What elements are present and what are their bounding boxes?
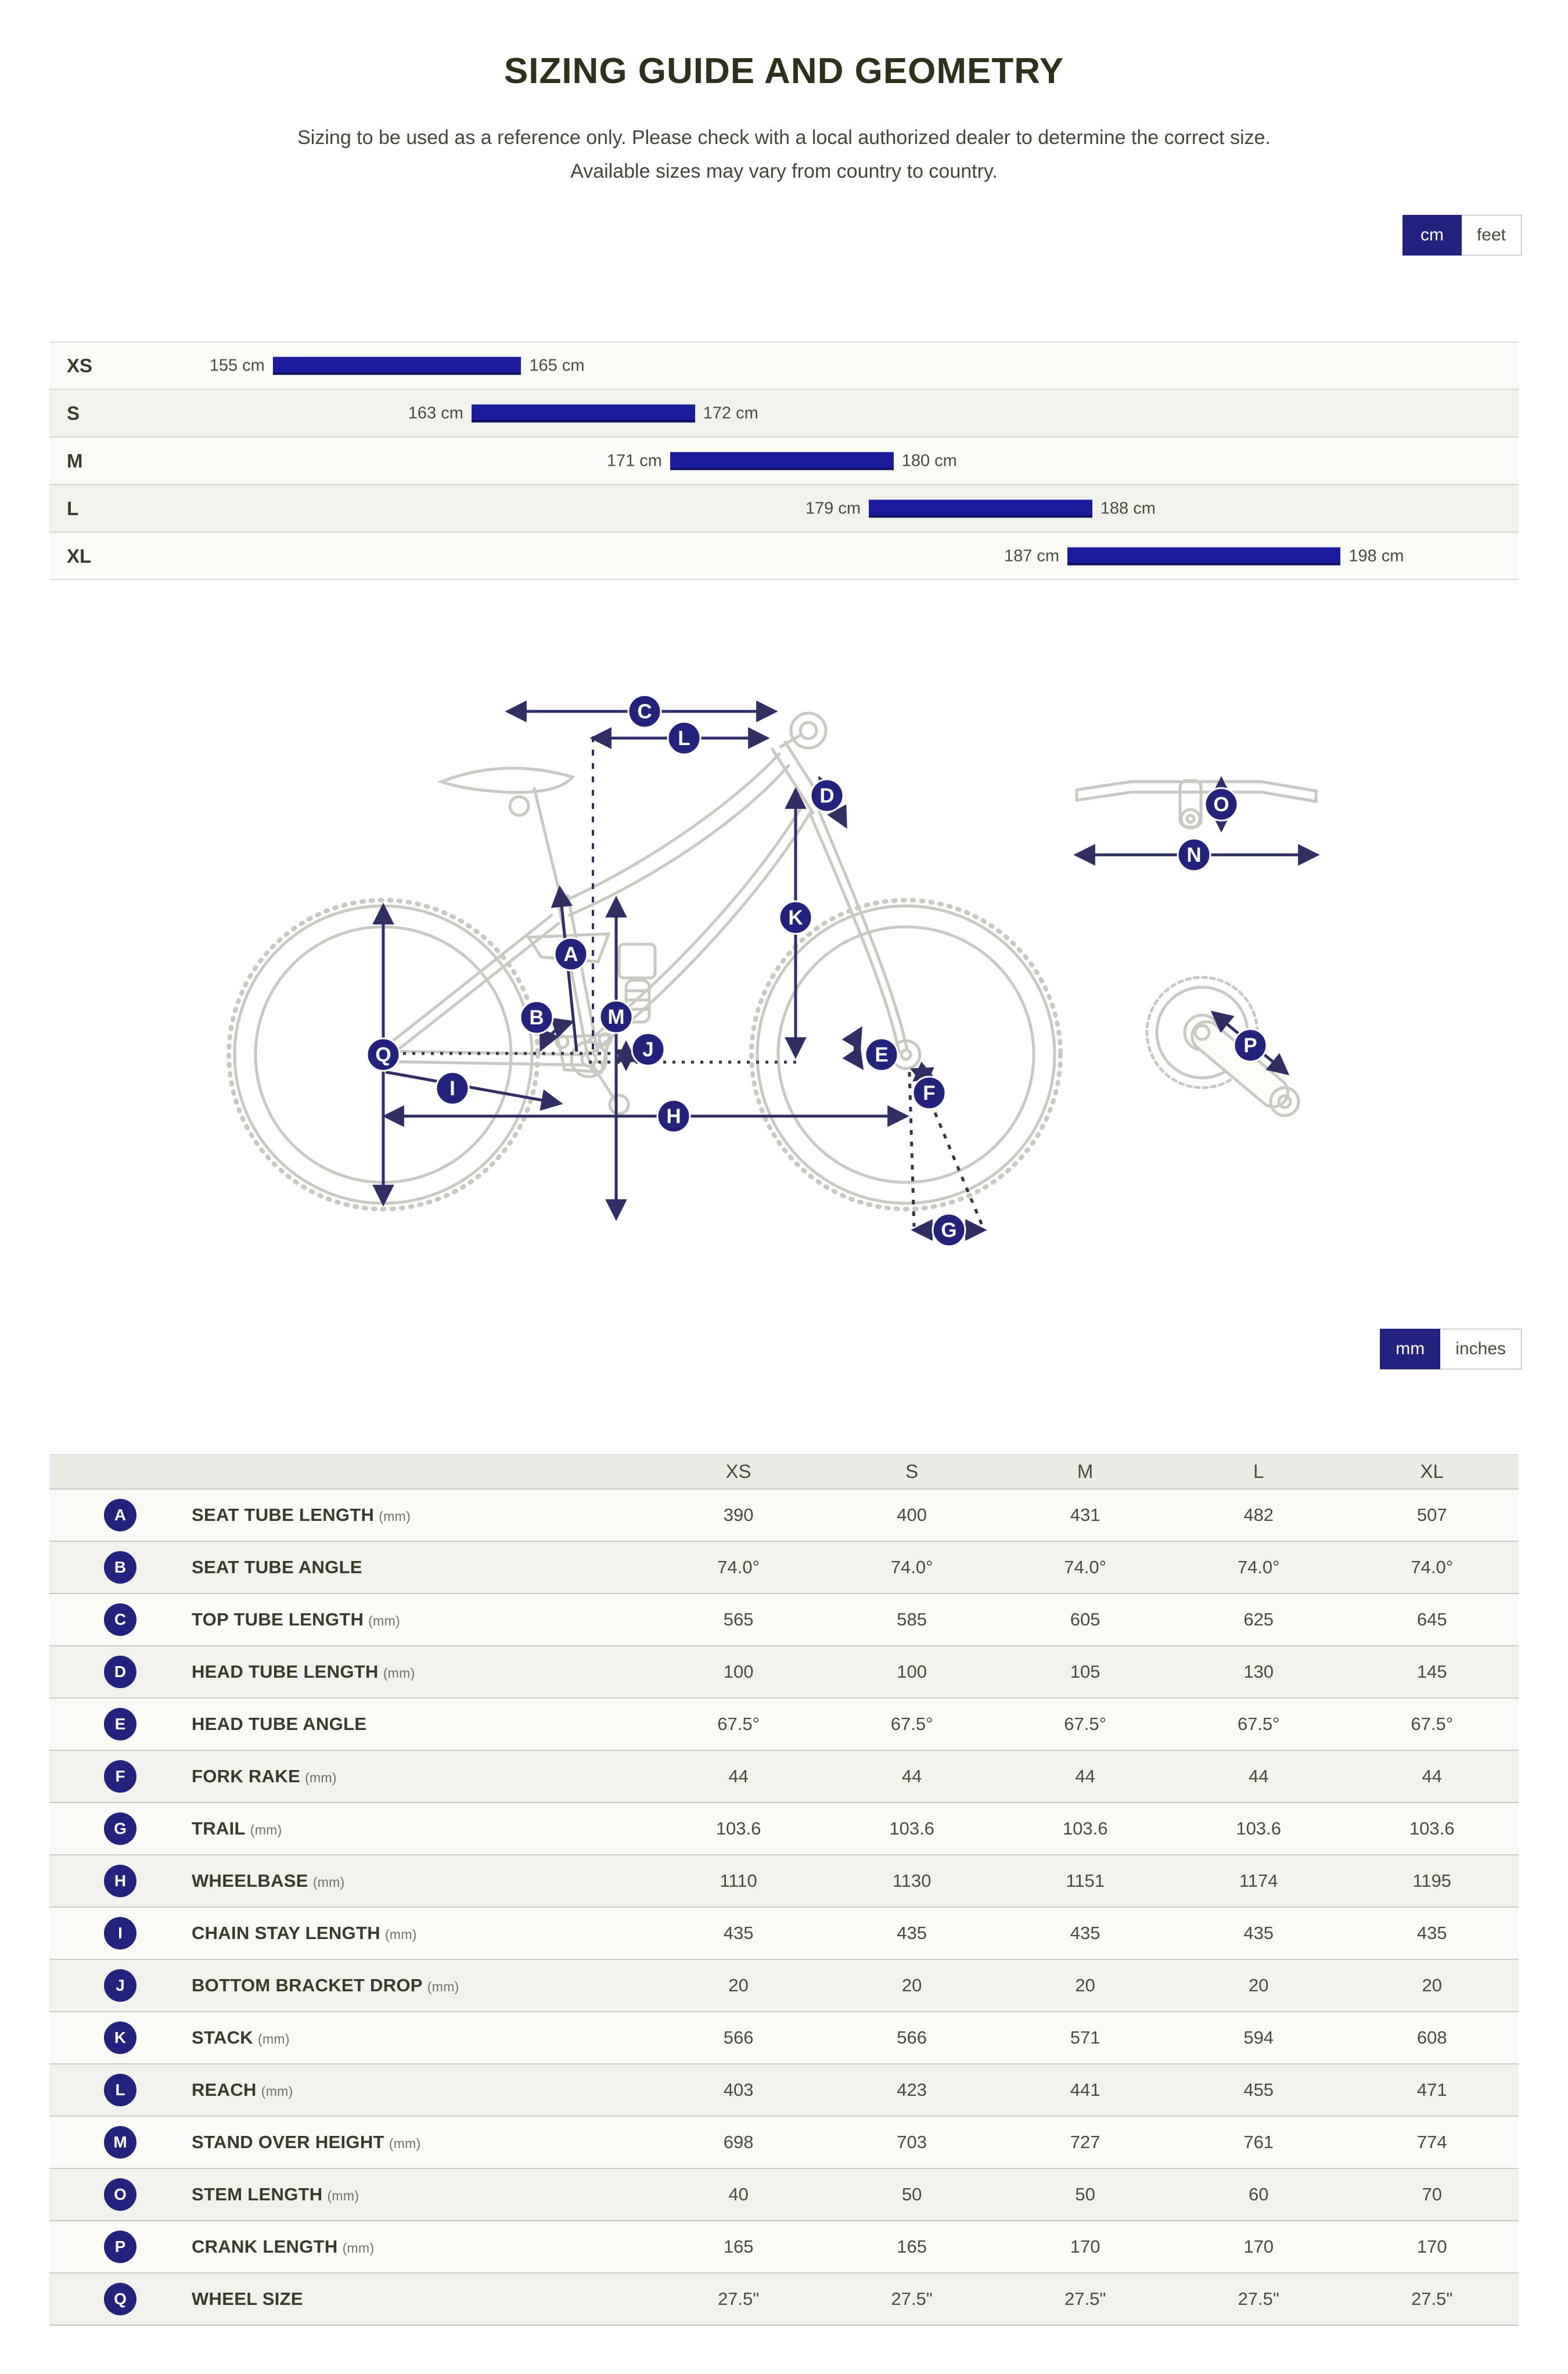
- row-unit: (mm): [261, 2084, 293, 2099]
- row-label: [192, 1975, 652, 1996]
- value-P-XL: 170: [1416, 2236, 1447, 2257]
- row-label-text: HEAD TUBE LENGTH: [192, 1661, 379, 1682]
- value-H-L: 1174: [1239, 1871, 1278, 1891]
- value-H-XS: 1110: [720, 1871, 757, 1891]
- row-label-text: TRAIL: [192, 1818, 246, 1839]
- value-D-M: 105: [1070, 1661, 1101, 1682]
- row-label: [192, 1871, 652, 1891]
- value-F-XS: 44: [728, 1766, 749, 1786]
- row-unit: (mm): [327, 2188, 359, 2203]
- value-A-L: 482: [1243, 1505, 1274, 1525]
- row-label: [192, 1714, 652, 1735]
- unit-toggle-mm[interactable]: mm: [1380, 1329, 1440, 1369]
- geometry-table-body: [49, 1488, 1519, 2325]
- row-badge-col: [49, 1865, 192, 1897]
- handlebar-icon: [1077, 780, 1316, 828]
- row-badge-col: [49, 1917, 192, 1949]
- value-O-L: 60: [1248, 2184, 1269, 2204]
- row-badge-C: C: [104, 1603, 136, 1636]
- value-O-M: 50: [1075, 2184, 1095, 2204]
- table-row-F: [49, 1750, 1519, 1802]
- row-unit: (mm): [312, 1875, 345, 1890]
- value-K-XS: 566: [723, 2027, 754, 2048]
- diagram-marker-P: [1234, 1029, 1267, 1062]
- table-row-P: [49, 2220, 1519, 2272]
- front-wheel-icon: [751, 900, 1060, 1209]
- value-P-M: 170: [1070, 2236, 1101, 2257]
- diagram-marker-I: [436, 1072, 469, 1105]
- svg-text:K: K: [788, 907, 803, 929]
- row-label: [192, 2236, 652, 2257]
- min-height-label: 155 cm: [209, 356, 265, 375]
- value-E-S: 67.5°: [890, 1714, 933, 1734]
- value-J-XL: 20: [1422, 1975, 1442, 1995]
- diagram-marker-K: [779, 901, 812, 934]
- row-badge-G: G: [104, 1812, 136, 1845]
- geometry-table-header: [49, 1454, 1519, 1488]
- value-K-XL: 608: [1416, 2027, 1447, 2048]
- diagram-marker-E: [865, 1038, 898, 1071]
- row-label-text: WHEEL SIZE: [192, 2289, 303, 2309]
- value-A-S: 400: [897, 1505, 927, 1525]
- column-header-XL: XL: [1420, 1461, 1444, 1482]
- value-D-S: 100: [897, 1661, 927, 1682]
- value-B-XS: 74.0°: [717, 1557, 760, 1577]
- diagram-marker-O: [1205, 788, 1238, 821]
- value-B-S: 74.0°: [890, 1557, 933, 1577]
- row-unit: (mm): [250, 1822, 282, 1837]
- row-label: [192, 1557, 652, 1578]
- row-label: [192, 1661, 652, 1682]
- row-badge-I: I: [104, 1917, 136, 1949]
- row-badge-col: [49, 2231, 192, 2263]
- diagram-marker-M: [600, 1001, 632, 1033]
- diagram-marker-L: [668, 722, 700, 754]
- size-label: M: [67, 449, 83, 472]
- row-badge-O: O: [104, 2178, 136, 2211]
- table-row-C: [49, 1593, 1519, 1645]
- value-M-L: 761: [1243, 2132, 1274, 2152]
- value-G-XL: 103.6: [1409, 1818, 1455, 1839]
- size-row-XS: [49, 343, 1519, 389]
- value-H-S: 1130: [892, 1871, 932, 1891]
- value-I-L: 435: [1243, 1923, 1274, 1943]
- table-row-H: [49, 1854, 1519, 1907]
- row-label: [192, 1923, 652, 1944]
- size-label: XS: [67, 354, 93, 376]
- column-header-M: M: [1077, 1461, 1094, 1482]
- value-O-S: 50: [901, 2184, 922, 2204]
- table-row-B: [49, 1541, 1519, 1593]
- value-G-L: 103.6: [1236, 1818, 1281, 1839]
- row-badge-col: [49, 1551, 192, 1584]
- row-unit: (mm): [389, 2136, 421, 2151]
- row-badge-J: J: [104, 1969, 136, 2002]
- row-badge-col: [49, 1969, 192, 2002]
- value-F-M: 44: [1075, 1766, 1095, 1786]
- row-label-text: SEAT TUBE LENGTH: [192, 1505, 375, 1525]
- row-label-text: WHEELBASE: [192, 1871, 308, 1891]
- value-M-XL: 774: [1416, 2132, 1447, 2152]
- size-row-S: [49, 389, 1519, 436]
- svg-text:I: I: [449, 1077, 455, 1100]
- height-range-bar: [273, 357, 522, 375]
- geometry-unit-toggle: [0, 1329, 1522, 1369]
- diagram-marker-H: [657, 1100, 690, 1132]
- row-label: [192, 1766, 652, 1787]
- size-row-XL: [49, 531, 1519, 579]
- size-label: XL: [67, 545, 92, 567]
- svg-text:N: N: [1186, 844, 1202, 866]
- row-badge-col: [49, 2022, 192, 2054]
- row-badge-H: H: [104, 1865, 136, 1897]
- svg-text:L: L: [678, 727, 691, 750]
- crankset-icon: [1147, 977, 1299, 1116]
- row-badge-col: [49, 2178, 192, 2211]
- svg-text:E: E: [875, 1044, 889, 1066]
- height-range-bar: [472, 404, 695, 422]
- value-J-S: 20: [901, 1975, 922, 1995]
- min-height-label: 187 cm: [1004, 546, 1060, 565]
- table-row-D: [49, 1645, 1519, 1697]
- row-unit: (mm): [383, 1666, 415, 1681]
- table-row-Q: [49, 2272, 1519, 2325]
- height-unit-toggle: [0, 215, 1522, 256]
- value-C-XL: 645: [1416, 1609, 1447, 1630]
- value-C-L: 625: [1243, 1609, 1274, 1630]
- value-H-M: 1151: [1066, 1871, 1105, 1891]
- value-O-XS: 40: [728, 2184, 749, 2204]
- value-C-S: 585: [897, 1609, 927, 1630]
- size-label: L: [67, 497, 79, 519]
- row-badge-B: B: [104, 1551, 136, 1584]
- height-range-track: [49, 485, 1519, 531]
- value-M-XS: 698: [723, 2132, 754, 2152]
- value-O-XL: 70: [1422, 2184, 1442, 2204]
- value-F-XL: 44: [1422, 1766, 1442, 1786]
- row-badge-col: [49, 2283, 192, 2315]
- row-badge-Q: Q: [104, 2283, 136, 2315]
- row-badge-M: M: [104, 2126, 136, 2159]
- table-row-K: [49, 2011, 1519, 2063]
- diagram-marker-G: [933, 1214, 965, 1246]
- row-badge-col: [49, 2074, 192, 2106]
- table-row-A: [49, 1488, 1519, 1541]
- svg-text:B: B: [529, 1006, 544, 1029]
- height-range-track: [49, 343, 1519, 389]
- subtitle-line-2: Available sizes may vary from country to country.: [570, 160, 998, 182]
- value-A-XL: 507: [1416, 1505, 1447, 1525]
- svg-text:A: A: [563, 943, 578, 966]
- row-unit: (mm): [379, 1509, 411, 1524]
- svg-text:F: F: [923, 1082, 936, 1105]
- row-badge-D: D: [104, 1656, 136, 1688]
- geometry-diagram: [151, 671, 1429, 1264]
- row-badge-col: [49, 1812, 192, 1845]
- diagram-marker-D: [811, 779, 843, 812]
- value-P-XS: 165: [723, 2236, 754, 2257]
- row-label-text: HEAD TUBE ANGLE: [192, 1714, 367, 1734]
- height-range-track: [49, 438, 1519, 484]
- svg-text:M: M: [607, 1006, 625, 1028]
- value-M-S: 703: [897, 2132, 927, 2152]
- svg-text:H: H: [666, 1105, 681, 1128]
- table-row-I: [49, 1907, 1519, 1959]
- arc-head-angle-E: [855, 1029, 862, 1067]
- value-Q-XS: 27.5": [717, 2289, 760, 2309]
- table-row-L: [49, 2063, 1519, 2116]
- value-J-M: 20: [1075, 1975, 1095, 1995]
- row-label: [192, 2132, 652, 2153]
- max-height-label: 198 cm: [1348, 546, 1404, 565]
- unit-toggle-feet[interactable]: feet: [1462, 215, 1522, 256]
- diagram-marker-F: [913, 1077, 945, 1109]
- value-Q-M: 27.5": [1064, 2289, 1106, 2309]
- row-label-text: CHAIN STAY LENGTH: [192, 1923, 380, 1943]
- bike-artwork: [229, 713, 1316, 1209]
- diagram-marker-A: [555, 938, 587, 970]
- row-badge-L: L: [104, 2074, 136, 2106]
- page-title: SIZING GUIDE AND GEOMETRY: [504, 51, 1064, 91]
- value-I-XS: 435: [723, 1923, 754, 1943]
- row-badge-col: [49, 2126, 192, 2159]
- row-label-text: TOP TUBE LENGTH: [192, 1609, 364, 1630]
- row-badge-col: [49, 1603, 192, 1636]
- table-row-J: [49, 1959, 1519, 2011]
- value-K-M: 571: [1070, 2027, 1101, 2048]
- value-K-S: 566: [897, 2027, 927, 2048]
- row-label: [192, 1609, 652, 1630]
- row-label-text: SEAT TUBE ANGLE: [192, 1557, 362, 1577]
- row-badge-E: E: [104, 1708, 136, 1740]
- value-C-XS: 565: [723, 1609, 754, 1630]
- row-badge-K: K: [104, 2022, 136, 2054]
- table-row-M: [49, 2116, 1519, 2168]
- geometry-table: [49, 1454, 1519, 2326]
- diagram-marker-J: [632, 1033, 664, 1066]
- dashed-steering-axis: [935, 1113, 983, 1226]
- value-G-S: 103.6: [889, 1818, 934, 1839]
- min-height-label: 171 cm: [606, 451, 662, 470]
- value-G-M: 103.6: [1062, 1818, 1108, 1839]
- size-chart: [49, 341, 1519, 580]
- row-label-text: STEM LENGTH: [192, 2184, 323, 2204]
- value-P-S: 165: [897, 2236, 927, 2257]
- row-label-text: BOTTOM BRACKET DROP: [192, 1975, 423, 1995]
- value-Q-XL: 27.5": [1411, 2289, 1453, 2309]
- row-badge-F: F: [104, 1760, 136, 1793]
- unit-toggle-cm[interactable]: cm: [1402, 215, 1462, 256]
- row-unit: (mm): [342, 2240, 375, 2256]
- subtitle-line-1: Sizing to be used as a reference only. Please check with a local authorized dealer to determine the correct size.: [297, 127, 1271, 149]
- table-row-E: [49, 1697, 1519, 1750]
- row-label: [192, 1505, 652, 1526]
- table-row-O: [49, 2168, 1519, 2220]
- column-header-XS: XS: [725, 1461, 751, 1482]
- height-range-track: [49, 533, 1519, 579]
- height-range-track: [49, 390, 1519, 436]
- min-height-label: 179 cm: [805, 499, 861, 517]
- diagram-marker-N: [1178, 839, 1210, 871]
- row-unit: (mm): [257, 2031, 290, 2046]
- value-I-S: 435: [897, 1923, 927, 1943]
- min-height-label: 163 cm: [408, 404, 463, 422]
- diagram-marker-C: [628, 695, 661, 728]
- subtitle: [0, 121, 1568, 188]
- svg-text:P: P: [1243, 1034, 1257, 1057]
- max-height-label: 180 cm: [901, 451, 957, 470]
- value-L-L: 455: [1243, 2080, 1274, 2100]
- value-B-M: 74.0°: [1064, 1557, 1107, 1577]
- table-row-G: [49, 1802, 1519, 1854]
- value-D-L: 130: [1243, 1661, 1274, 1682]
- value-Q-S: 27.5": [891, 2289, 933, 2309]
- value-H-XL: 1195: [1412, 1871, 1452, 1891]
- svg-text:C: C: [637, 700, 652, 723]
- value-Q-L: 27.5": [1238, 2289, 1279, 2309]
- svg-text:O: O: [1213, 793, 1229, 816]
- size-row-L: [49, 484, 1519, 531]
- measurement-arrows: [383, 711, 1317, 1230]
- row-label-text: STAND OVER HEIGHT: [192, 2132, 384, 2152]
- value-K-L: 594: [1243, 2027, 1274, 2048]
- height-range-bar: [1067, 547, 1340, 565]
- value-C-M: 605: [1070, 1609, 1101, 1630]
- row-badge-col: [49, 1708, 192, 1740]
- column-header-L: L: [1253, 1461, 1264, 1482]
- value-I-XL: 435: [1416, 1923, 1447, 1943]
- row-label: [192, 2027, 652, 2048]
- unit-toggle-inches[interactable]: inches: [1440, 1329, 1522, 1369]
- value-L-XL: 471: [1416, 2080, 1447, 2100]
- size-row-M: [49, 436, 1519, 484]
- svg-text:D: D: [819, 785, 835, 807]
- svg-text:G: G: [941, 1219, 957, 1242]
- svg-text:J: J: [642, 1038, 654, 1061]
- arrow-chainstay-I: [386, 1072, 560, 1103]
- height-range-bar: [869, 499, 1092, 517]
- value-L-S: 423: [897, 2080, 927, 2100]
- diagram-marker-Q: [367, 1038, 400, 1071]
- row-badge-col: [49, 1760, 192, 1793]
- value-G-XS: 103.6: [715, 1818, 761, 1839]
- row-label: [192, 1818, 652, 1839]
- value-M-M: 727: [1070, 2132, 1101, 2152]
- value-I-M: 435: [1070, 1923, 1101, 1943]
- value-F-L: 44: [1248, 1766, 1269, 1786]
- value-A-M: 431: [1070, 1505, 1101, 1525]
- value-L-M: 441: [1070, 2080, 1101, 2100]
- max-height-label: 188 cm: [1100, 499, 1156, 517]
- row-unit: (mm): [427, 1979, 459, 1994]
- value-D-XL: 145: [1416, 1661, 1447, 1682]
- height-range-bar: [670, 452, 894, 470]
- row-badge-P: P: [104, 2231, 136, 2263]
- row-label: [192, 2080, 652, 2100]
- value-E-XL: 67.5°: [1411, 1714, 1454, 1734]
- row-label-text: CRANK LENGTH: [192, 2236, 338, 2257]
- value-B-XL: 74.0°: [1411, 1557, 1454, 1577]
- value-F-S: 44: [901, 1766, 922, 1786]
- diagram-marker-B: [520, 1001, 553, 1034]
- row-label: [192, 2289, 652, 2310]
- value-J-XS: 20: [728, 1975, 749, 1995]
- value-P-L: 170: [1243, 2236, 1274, 2257]
- value-J-L: 20: [1248, 1975, 1269, 1995]
- row-label-text: REACH: [192, 2080, 257, 2100]
- value-L-XS: 403: [723, 2080, 754, 2100]
- row-unit: (mm): [304, 1770, 337, 1785]
- row-badge-col: [49, 1499, 192, 1531]
- svg-text:Q: Q: [375, 1044, 391, 1066]
- row-unit: (mm): [368, 1613, 400, 1628]
- value-A-XS: 390: [723, 1505, 754, 1525]
- row-badge-A: A: [104, 1499, 136, 1531]
- value-D-XS: 100: [723, 1661, 754, 1682]
- row-label-text: FORK RAKE: [192, 1766, 300, 1786]
- max-height-label: 172 cm: [703, 404, 758, 422]
- value-E-L: 67.5°: [1237, 1714, 1280, 1734]
- max-height-label: 165 cm: [529, 356, 585, 375]
- value-E-XS: 67.5°: [717, 1714, 760, 1734]
- row-unit: (mm): [384, 1927, 417, 1942]
- column-header-S: S: [905, 1461, 919, 1482]
- row-label: [192, 2184, 652, 2205]
- value-B-L: 74.0°: [1237, 1557, 1280, 1577]
- size-label: S: [67, 402, 80, 424]
- value-E-M: 67.5°: [1064, 1714, 1107, 1734]
- row-label-text: STACK: [192, 2027, 253, 2048]
- row-badge-col: [49, 1656, 192, 1688]
